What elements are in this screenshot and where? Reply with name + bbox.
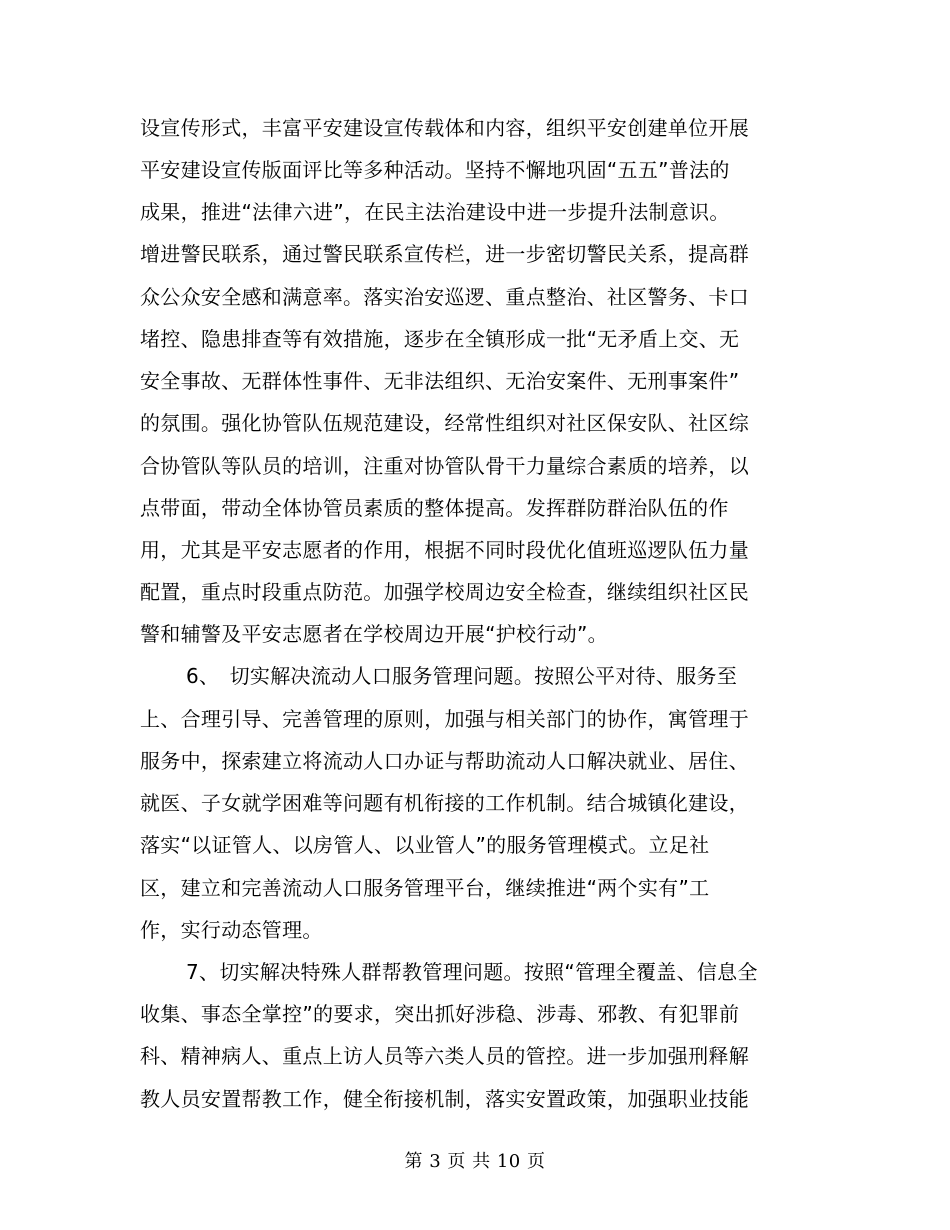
- text-line: 收集、事态全掌控”的要求，突出抓好涉稳、涉毒、邪教、有犯罪前: [140, 1002, 740, 1026]
- text-line: 落实“以证管人、以房管人、以业管人”的服务管理模式。立足社: [140, 833, 710, 857]
- text-line: 点带面，带动全体协管员素质的整体提高。发挥群防群治队伍的作: [140, 496, 729, 520]
- text-line: 用，尤其是平安志愿者的作用，根据不同时段优化值班巡逻队伍力量: [140, 538, 749, 562]
- text-line: 配置，重点时段重点防范。加强学校周边安全检查，继续组织社区民: [140, 580, 749, 604]
- text-line: 平安建设宣传版面评比等多种活动。坚持不懈地巩固“五五”普法的: [140, 158, 730, 182]
- text-line: 警和辅警及平安志愿者在学校周边开展“护校行动”。: [140, 622, 608, 646]
- text-line: 众公众安全感和满意率。落实治安巡逻、重点整治、社区警务、卡口: [140, 285, 749, 309]
- text-line: 科、精神病人、重点上访人员等六类人员的管控。进一步加强刑释解: [140, 1044, 749, 1068]
- text-line: 堵控、隐患排查等有效措施，逐步在全镇形成一批“无矛盾上交、无: [140, 327, 740, 351]
- text-line: 教人员安置帮教工作，健全衔接机制，落实安置政策，加强职业技能: [140, 1087, 749, 1111]
- text-line: 成果，推进“法律六进”，在民主法治建设中进一步提升法制意识。: [140, 200, 730, 224]
- text-line: 就医、子女就学困难等问题有机衔接的工作机制。结合城镇化建设，: [140, 791, 749, 815]
- text-line: 合协管队等队员的培训，注重对协管队骨干力量综合素质的培养，以: [140, 454, 749, 478]
- paragraph-heading-6: 6、 切实解决流动人口服务管理问题。按照公平对待、服务至: [186, 664, 738, 688]
- text-line: 安全事故、无群体性事件、无非法组织、无治安案件、无刑事案件”: [140, 369, 740, 393]
- text-line: 上、合理引导、完善管理的原则，加强与相关部门的协作，寓管理于: [140, 707, 749, 731]
- text-line: 作，实行动态管理。: [140, 918, 323, 942]
- text-line: 增进警民联系，通过警民联系宣传栏，进一步密切警民关系，提高群: [140, 242, 749, 266]
- text-line: 区，建立和完善流动人口服务管理平台，继续推进“两个实有”工: [140, 876, 710, 900]
- paragraph-heading-7: 7、切实解决特殊人群帮教管理问题。按照“管理全覆盖、信息全: [186, 960, 758, 984]
- text-line: 的氛围。强化协管队伍规范建设，经常性组织对社区保安队、社区综: [140, 411, 749, 435]
- page-number-footer: 第 3 页 共 10 页: [404, 1151, 546, 1172]
- text-line: 设宣传形式，丰富平安建设宣传载体和内容，组织平安创建单位开展: [140, 116, 749, 140]
- text-line: 服务中，探索建立将流动人口办证与帮助流动人口解决就业、居住、: [140, 749, 749, 773]
